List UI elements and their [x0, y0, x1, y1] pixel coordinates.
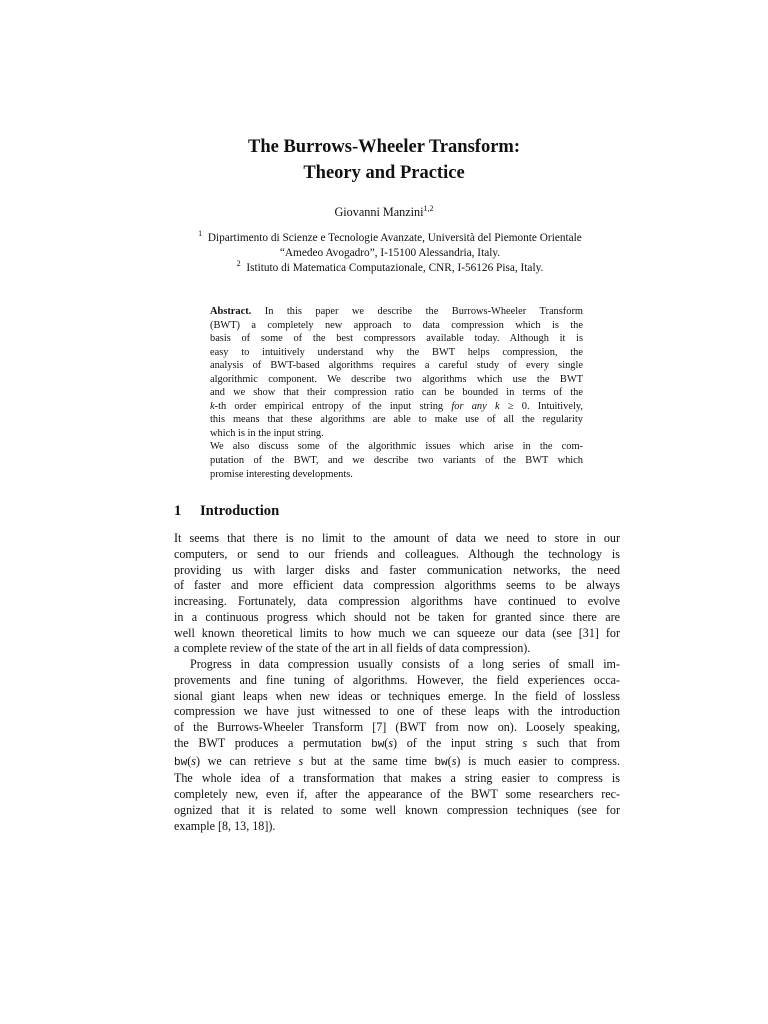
string-variable: s [298, 753, 304, 768]
body-line: The whole idea of a transformation that makes a string easier to compress is [174, 771, 620, 786]
body-line: computers, or send to our friends and colleagues. Although the technology is [174, 546, 620, 561]
body-line [174, 736, 620, 754]
bw-function: bw [371, 738, 385, 751]
affiliation-line [160, 231, 620, 246]
affiliation-mark: 1 [198, 229, 203, 238]
title-line-1: The Burrows-Wheeler Transform: [248, 137, 520, 157]
abstract-text: for any k [451, 400, 500, 412]
body-text: the BWT produces a permutation [174, 735, 372, 750]
abstract-line: and we show that their compression ratio can be bounded in terms of the [210, 387, 583, 399]
bw-function: bw [174, 756, 188, 769]
body-line: in a continuous progress which should not be taken for granted since there are [174, 609, 620, 624]
abstract-line: promise interesting developments. [210, 468, 353, 480]
section-number: 1 [174, 503, 182, 519]
affiliation-text: Istituto di Matematica Computazionale, CNR, I-56126 Pisa, Italy. [246, 262, 544, 274]
abstract-line: which is in the input string. [210, 427, 324, 439]
abstract-text: -th order empirical entropy of the input string [214, 400, 452, 412]
body-line: increasing. Fortunately, data compression algorithms have continued to evolve [174, 594, 620, 608]
author-line [0, 204, 768, 220]
body-text: ) we can retrieve [195, 753, 299, 768]
body-text: ) of the input string [393, 735, 523, 750]
section-heading [174, 501, 279, 521]
body-text: but at the same time [303, 753, 435, 768]
abstract-line: We also discuss some of the algorithmic issues which arise in the com- [210, 441, 583, 453]
abstract-line: algorithmic component. We describe two algorithms which use the BWT [210, 373, 583, 385]
body-line: completely new, even if, after the appearance of the BWT some researchers rec- [174, 787, 620, 801]
body-line: provements and fine tuning of algorithms. However, the field experiences occa- [174, 672, 620, 687]
body-text: ( [187, 753, 192, 768]
abstract-line: this means that these algorithms are able to make use of all the regularity [210, 414, 583, 426]
body-line [174, 754, 620, 772]
body-line: a complete review of the state of the art in all fields of data compression). [174, 641, 531, 656]
body-text: ( [447, 753, 452, 768]
body-line: It seems that there is no limit to the amount of data we need to store in our [174, 531, 620, 545]
body-text: such that from [527, 735, 620, 750]
abstract-text: In this paper we describe the Burrows-Wheeler Transform [264, 306, 583, 317]
author-name: Giovanni Manzini [334, 205, 424, 219]
string-variable: s [388, 735, 394, 750]
author-affiliation-marks: 1,2 [423, 204, 434, 213]
body-line: Progress in data compression usually consists of a long series of small im- [190, 657, 620, 671]
affiliations [160, 231, 620, 276]
body-line: of faster and more efficient data compression algorithms seems to be always [174, 578, 620, 593]
affiliation-line [160, 261, 620, 276]
bw-function: bw [434, 756, 448, 769]
string-variable: s [191, 753, 196, 768]
body-line: compression we have just witnessed to one of these leaps with the introduction [174, 704, 620, 719]
abstract-heading: Abstract. [210, 306, 252, 317]
title-line-2: Theory and Practice [303, 163, 465, 183]
affiliation-line [160, 246, 620, 261]
body-text: ) is much easier to compress. [456, 753, 620, 768]
abstract-line: (BWT) a completely new approach to data compression which is the [210, 319, 583, 331]
section-title: Introduction [200, 503, 280, 519]
body-text: ( [384, 735, 389, 750]
body-line: example [8, 13, 18]). [174, 818, 276, 833]
affiliation-mark: 2 [236, 259, 241, 268]
affiliation-text: Dipartimento di Scienze e Tecnologie Avanzate, Università del Piemonte Orientale [207, 232, 582, 244]
abstract-line: basis of some of the best compressors available today. Although it is [210, 333, 583, 345]
body-line: of the Burrows-Wheeler Transform [7] (BWT from now on). Loosely speaking, [174, 720, 620, 734]
affiliation-text: “Amedeo Avogadro”, I-15100 Alessandria, Italy. [279, 247, 501, 259]
body-line: sional giant leaps when new ideas or techniques emerge. In the field of lossless [174, 688, 620, 703]
abstract-text: k [210, 400, 215, 412]
abstract-line: easy to intuitively understand why the BWT helps compression, the [210, 346, 583, 358]
abstract-line [210, 305, 583, 319]
body-line: providing us with larger disks and faster communication networks, the need [174, 562, 620, 577]
abstract-line: analysis of BWT-based algorithms requires a careful study of every single [210, 360, 583, 372]
string-variable: s [451, 753, 457, 768]
string-variable: s [522, 735, 528, 750]
abstract-line [210, 400, 583, 414]
abstract-text: ≥ 0. Intuitively, [499, 400, 583, 412]
paper-title [0, 134, 768, 186]
body-line: well known theoretical limits to how much we can squeeze our data (see [31] for [174, 625, 620, 640]
body-line: ognized that it is related to some well known compression techniques (see for [174, 802, 620, 817]
abstract [210, 305, 583, 481]
abstract-line: putation of the BWT, and we describe two variants of the BWT which [210, 455, 583, 467]
section-body [174, 531, 620, 834]
